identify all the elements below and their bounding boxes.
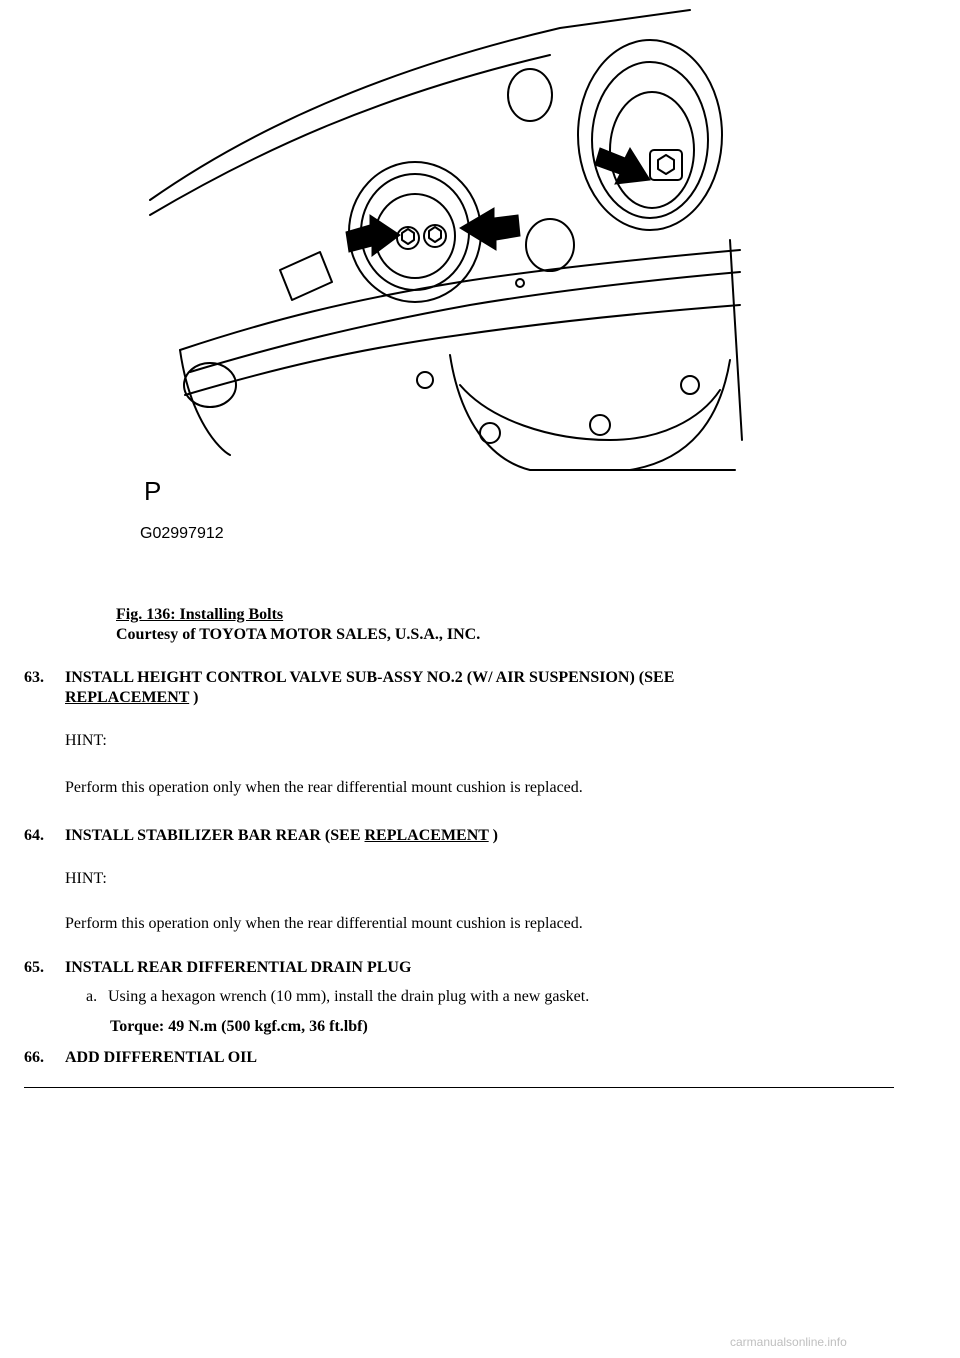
arrow-left-bolt [346, 215, 400, 256]
member-hole-lower [526, 219, 574, 271]
step-title-end: ) [488, 827, 498, 844]
hint-label: HINT: [65, 732, 107, 749]
housing-bolt-1 [480, 423, 500, 443]
step-title-end: ) [189, 689, 199, 706]
figure-code: G02997912 [140, 525, 224, 542]
left-bolt-1 [397, 227, 419, 249]
member-upper-edge [150, 10, 690, 200]
right-frame [730, 240, 742, 440]
hint-label: HINT: [65, 870, 107, 887]
figure-installing-bolts [130, 0, 750, 550]
step-title: INSTALL HEIGHT CONTROL VALVE SUB-ASSY NO.2 (W/ AIR SUSPENSION) (SEE [65, 669, 675, 686]
step-number: 65. [24, 959, 44, 976]
left-bolt-2 [424, 225, 446, 247]
step-number: 64. [24, 827, 44, 844]
replacement-link[interactable]: REPLACEMENT [65, 689, 190, 706]
arrow-right-bolt [595, 148, 650, 184]
replacement-link[interactable]: REPLACEMENT [364, 827, 489, 844]
figure-title-link[interactable]: Fig. 136: Installing Bolts [116, 606, 284, 623]
right-bushing-ring [592, 62, 708, 218]
step-title: INSTALL STABILIZER BAR REAR (SEE [65, 827, 365, 844]
step-title: ADD DIFFERENTIAL OIL [65, 1049, 258, 1066]
step-title: INSTALL REAR DIFFERENTIAL DRAIN PLUG [65, 959, 412, 976]
substep-text: Using a hexagon wrench (10 mm), install the drain plug with a new gasket. [108, 988, 590, 1005]
hint-text: Perform this operation only when the rear differential mount cushion is replaced. [65, 915, 583, 932]
step-number: 63. [24, 669, 44, 686]
member-hole-upper [508, 69, 552, 121]
differential-mount-illustration [130, 0, 750, 550]
figure-view-label: P [144, 476, 162, 506]
substep-letter: a. [86, 988, 98, 1005]
step-number: 66. [24, 1049, 44, 1066]
member-slot [280, 252, 332, 300]
figure-caption [116, 605, 480, 645]
left-bolt-1-hex [402, 229, 414, 244]
right-bushing-outer [578, 40, 722, 230]
housing-bolt-3 [681, 376, 699, 394]
footer-watermark[interactable]: carmanualsonline.info [730, 1335, 847, 1349]
housing-bolt-4 [417, 372, 433, 388]
right-bolt-hex [658, 155, 674, 174]
horizontal-divider [24, 1087, 894, 1088]
hint-text: Perform this operation only when the rear differential mount cushion is replaced. [65, 779, 583, 796]
left-arm-eye [184, 363, 236, 407]
left-bolt-2-hex [429, 227, 441, 242]
member-small-hole [516, 279, 524, 287]
housing-bolt-2 [590, 415, 610, 435]
differential-housing [450, 355, 730, 470]
figure-courtesy: Courtesy of TOYOTA MOTOR SALES, U.S.A., INC. [116, 626, 481, 643]
substep-a [86, 987, 589, 1007]
member-inner-edge [150, 55, 550, 215]
torque-spec: Torque: 49 N.m (500 kgf.cm, 36 ft.lbf) [110, 1018, 368, 1035]
